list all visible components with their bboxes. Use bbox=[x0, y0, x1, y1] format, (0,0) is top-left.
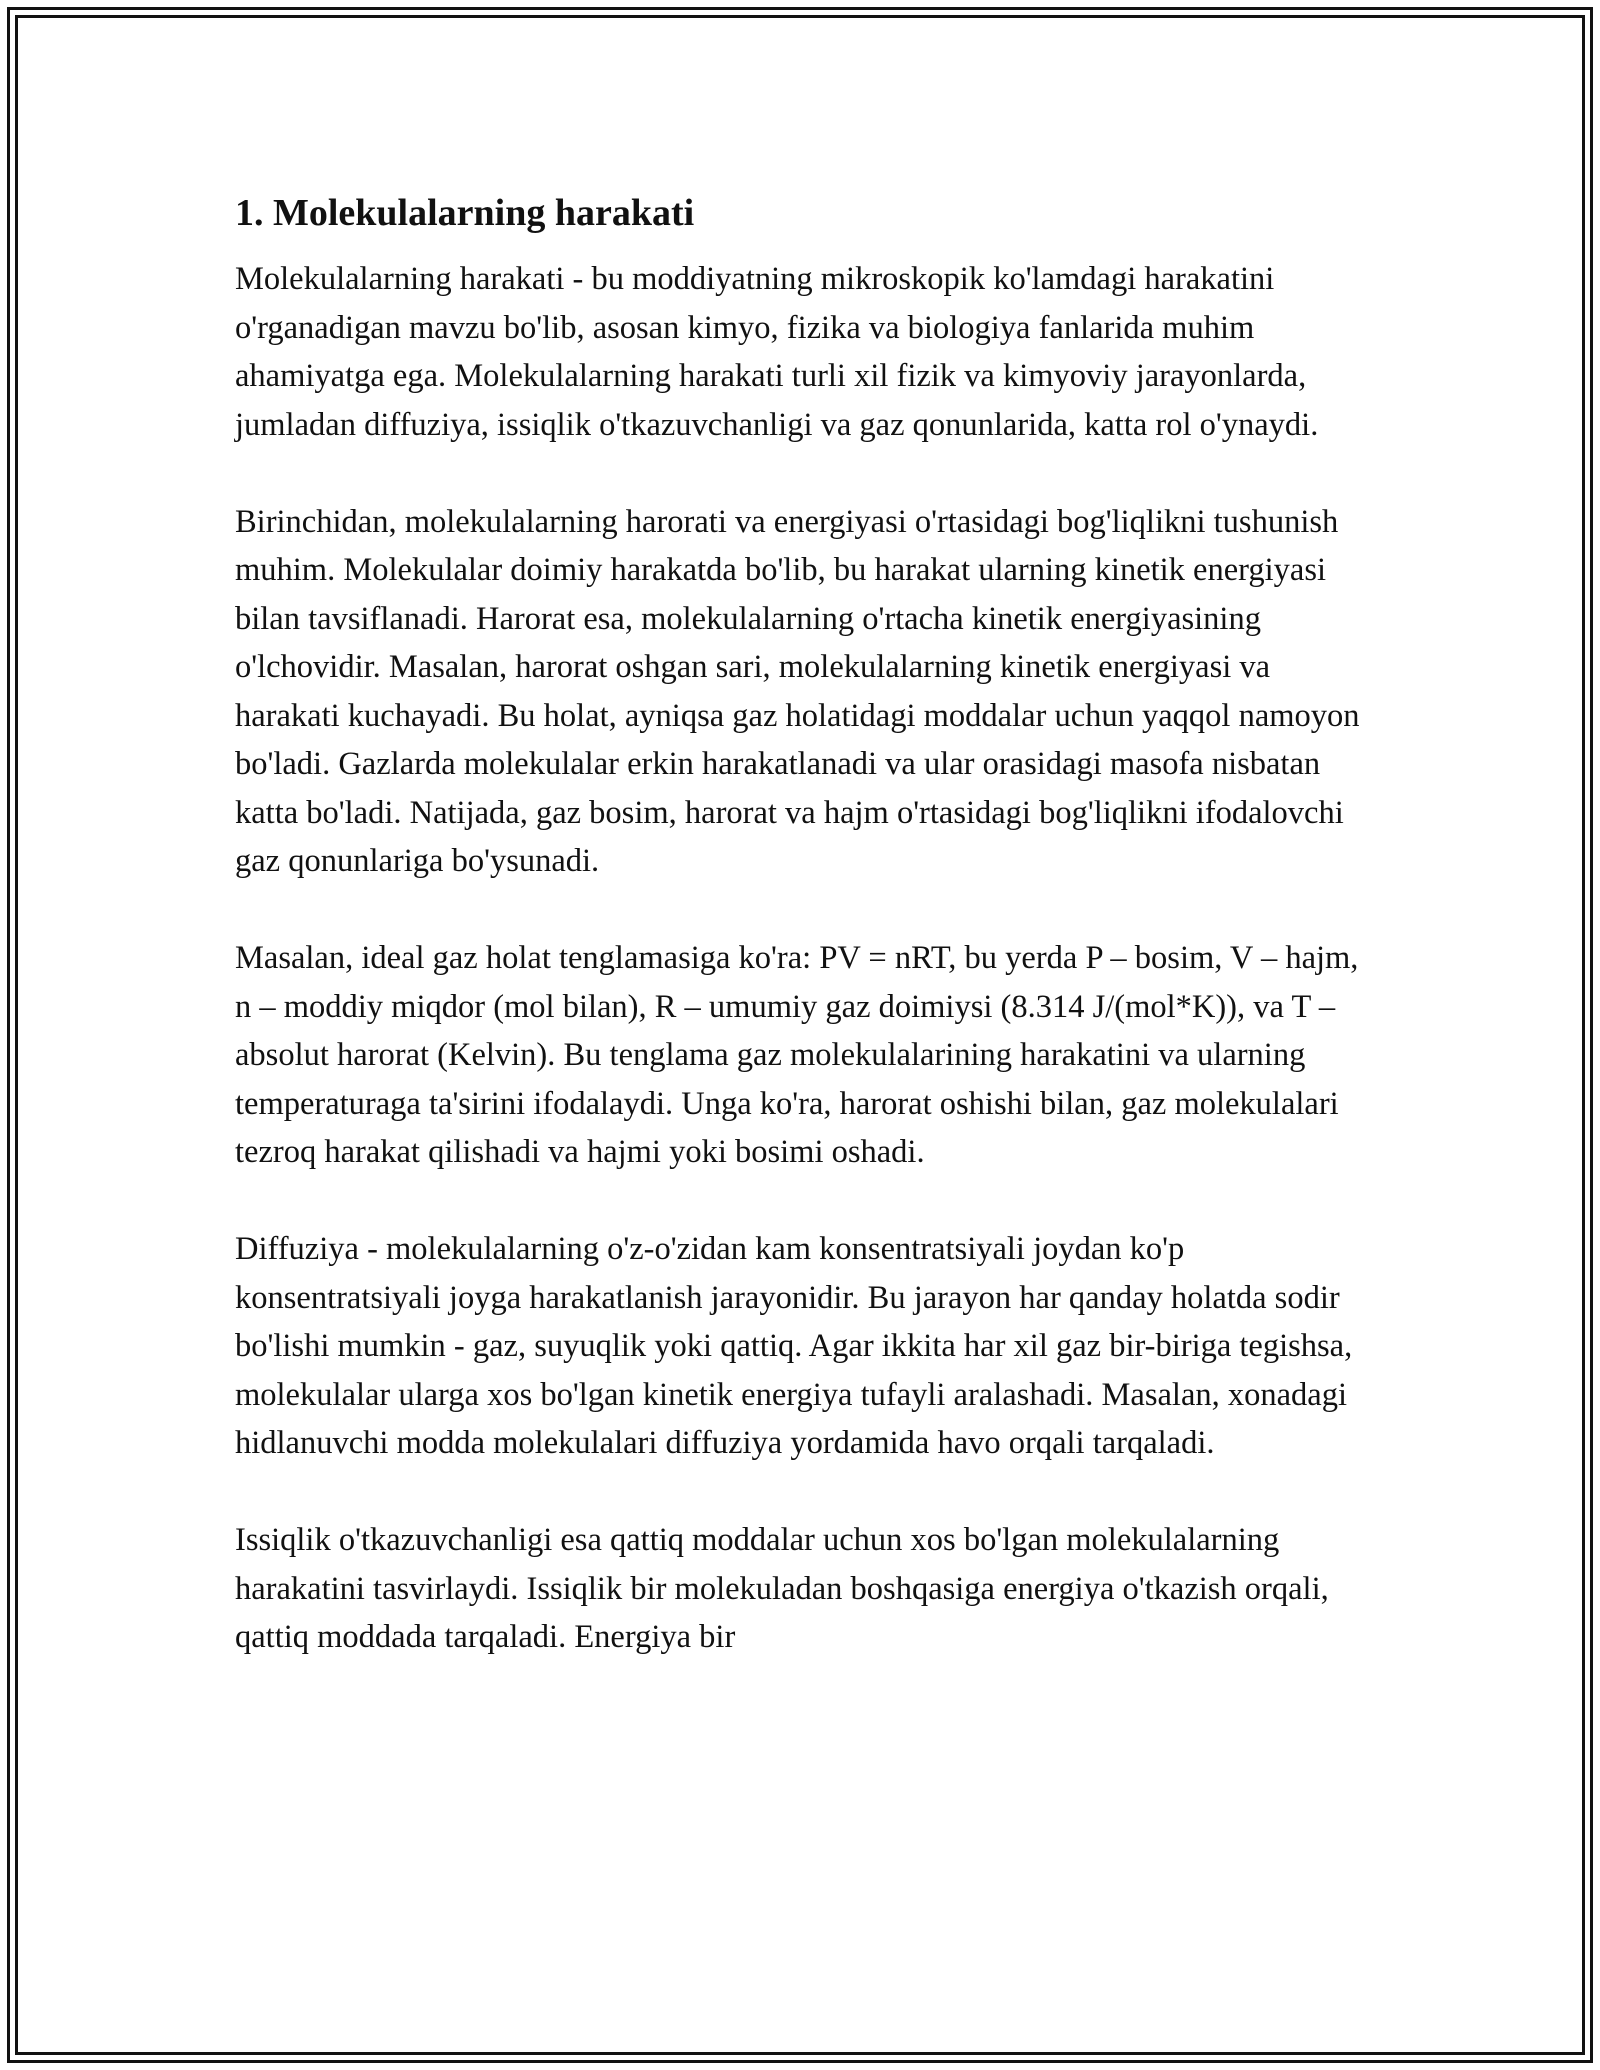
document-body bbox=[235, 185, 1375, 1710]
paragraph-temperature-energy: Birinchidan, molekulalarning harorati va energiyasi o'rtasidagi bog'liqlikni tushunish muhim. Molekulalar doimiy harakatda bo'lib, bu harakat ularning kinetik energiyasi bilan tavsiflanadi. Harorat esa, molekulalarning o'rtacha kinetik energiyasining o'lchovidir. Masalan, harorat oshgan sari, molekulalarning kinetik energiyasi va harakati kuchayadi. Bu holat, ayniqsa gaz holatidagi moddalar uchun yaqqol namoyon bo'ladi. Gazlarda molekulalar erkin harakatlanadi va ular orasidagi masofa nisbatan katta bo'ladi. Natijada, gaz bosim, harorat va hajm o'rtasidagi bog'liqlikni ifodalovchi gaz qonunlariga bo'ysunadi. bbox=[235, 503, 1360, 879]
document-title: 1. Molekulalarning harakati bbox=[235, 192, 695, 234]
paragraph-heat-conduction: Issiqlik o'tkazuvchanligi esa qattiq moddalar uchun xos bo'lgan molekulalarning harakatini tasvirlaydi. Issiqlik bir molekuladan boshqasiga energiya o'tkazish orqali, qattiq moddada tarqaladi. Energiya bir bbox=[235, 1522, 1329, 1655]
paragraph-diffusion: Diffuziya - molekulalarning o'z-o'zidan kam konsentratsiyali joydan ko'p konsentratsiyali joyga harakatlanish jarayonidir. Bu jarayon har qanday holatda sodir bo'lishi mumkin - gaz, suyuqlik yoki qattiq. Agar ikkita har xil gaz bir-biriga tegishsa, molekulalar ularga xos bo'lgan kinetik energiya tufayli aralashadi. Masalan, xonadagi hidlanuvchi modda molekulalari diffuziya yordamida havo orqali tarqaladi. bbox=[235, 1231, 1353, 1461]
paragraph-intro: Molekulalarning harakati - bu moddiyatning mikroskopik ko'lamdagi harakatini o'rganadigan mavzu bo'lib, asosan kimyo, fizika va biologiya fanlarida muhim ahamiyatga ega. Molekulalarning harakati turli xil fizik va kimyoviy jarayonlarda, jumladan diffuziya, issiqlik o'tkazuvchanligi va gaz qonunlarida, katta rol o'ynaydi. bbox=[235, 261, 1319, 443]
paragraph-ideal-gas-law: Masalan, ideal gaz holat tenglamasiga ko'ra: PV = nRT, bu yerda P – bosim, V – hajm, n – moddiy miqdor (mol bilan), R – umumiy gaz doimiysi (8.314 J/(mol*K)), va T – absolut harorat (Kelvin). Bu tenglama gaz molekulalarining harakatini va ularning temperaturaga ta'sirini ifodalaydi. Unga ko'ra, harorat oshishi bilan, gaz molekulalari tezroq harakat qilishadi va hajmi yoki bosimi oshadi. bbox=[235, 940, 1359, 1170]
